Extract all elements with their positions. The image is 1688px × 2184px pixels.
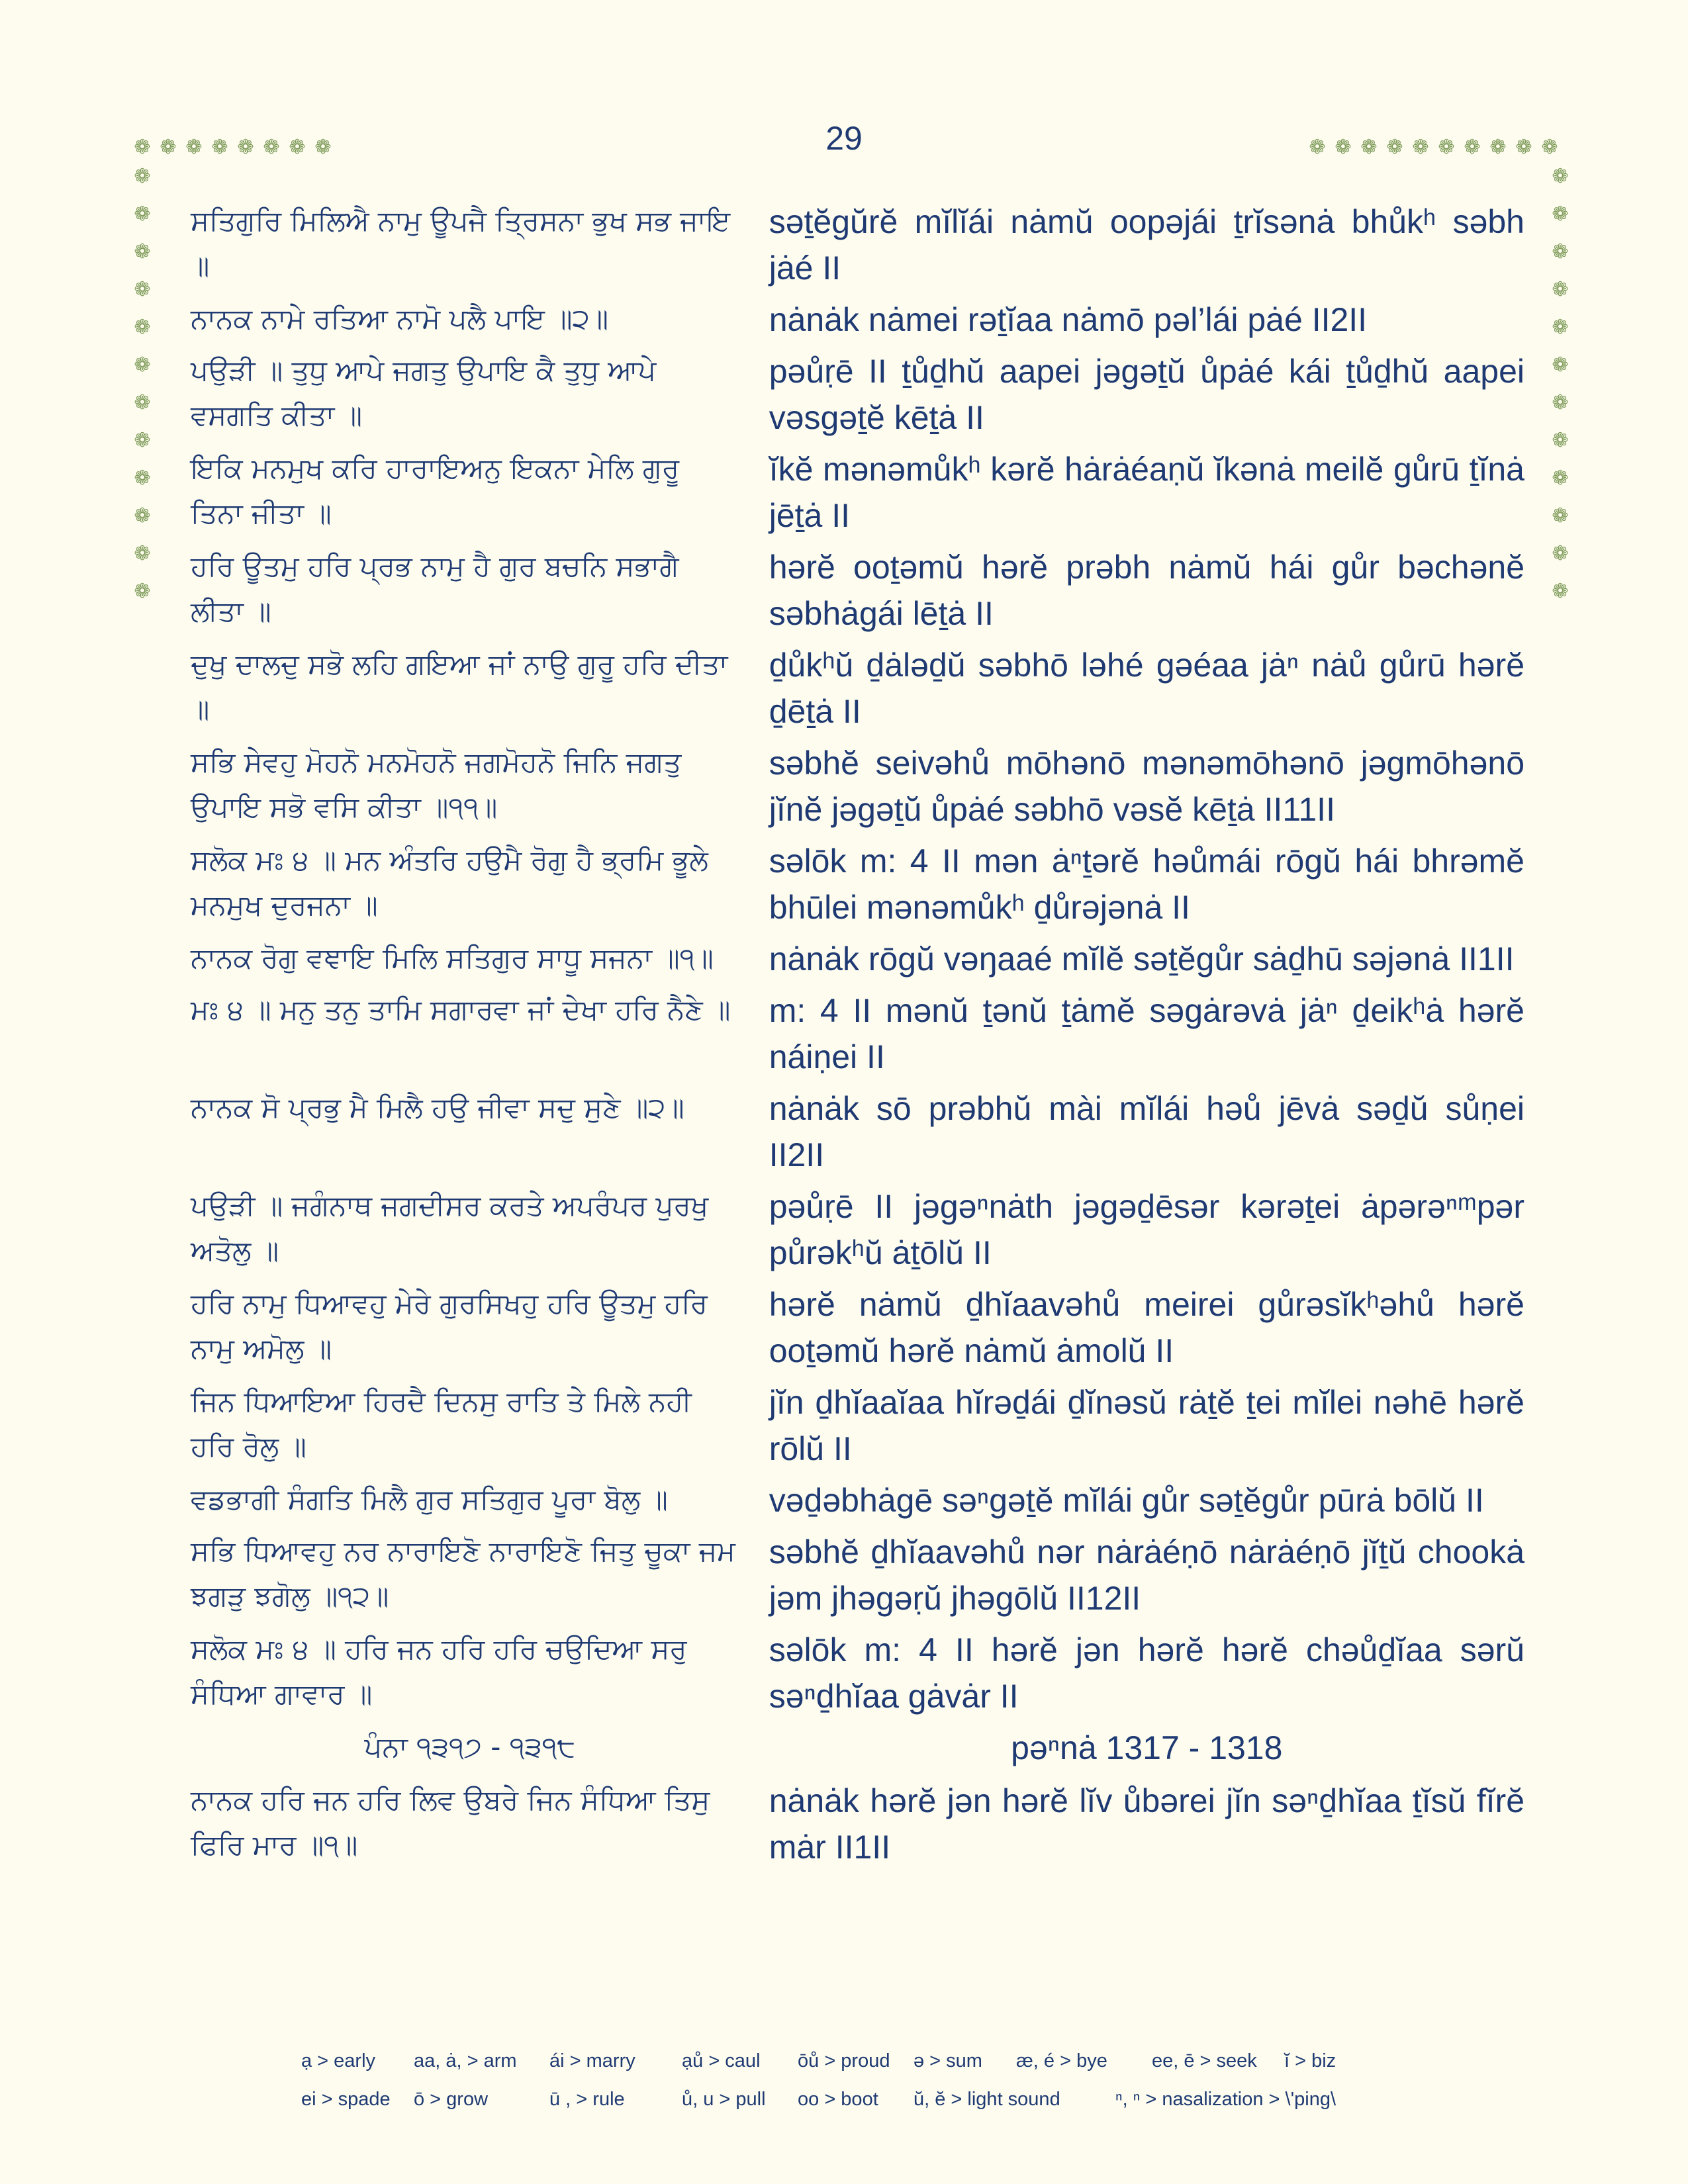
flower-ornament-icon: ❁ bbox=[1386, 136, 1403, 159]
gurmukhi-text: ਨਾਨਕ ਸੋ ਪ੍ਰਭੁ ਮੈ ਮਿਲੈ ਹਉ ਜੀਵਾ ਸਦੁ ਸੁਣੇ ॥੨॥ bbox=[191, 1091, 684, 1124]
flower-ornament-icon: ❁ bbox=[237, 136, 254, 159]
gurmukhi-text: ਦੁਖੁ ਦਾਲਦੁ ਸਭੋ ਲਹਿ ਗਇਆ ਜਾਂ ਨਾਉ ਗੁਰੂ ਹਰਿ ਦੀਤਾ ॥ bbox=[191, 648, 728, 725]
transliteration-text: səlōk m: 4 II mən ȧⁿṯərĕ həůmái rōgŭ hái bhrəmĕ bhūlei mənəmůkʰ ḏůrəjənȧ II bbox=[769, 842, 1524, 926]
transliteration-text: nȧnȧk nȧmei rəṯĭaa nȧmō pəl’lái pȧé II2II bbox=[769, 301, 1368, 338]
verse-row bbox=[191, 296, 1524, 343]
gurmukhi-text: ਸਭਿ ਧਿਆਵਹੁ ਨਰ ਨਾਰਾਇਣੋ ਨਾਰਾਇਣੋ ਜਿਤੁ ਚੂਕਾ ਜਮ ਝਗੜੁ ਝਗੋਲੁ ॥੧੨॥ bbox=[191, 1535, 735, 1612]
gurmukhi-text: ਪਉੜੀ ॥ ਜਗੰਨਾਥ ਜਗਦੀਸਰ ਕਰਤੇ ਅਪਰੰਪਰ ਪੁਰਖੁ ਅਤੋਲੁ ॥ bbox=[191, 1189, 709, 1267]
legend-item: ə > sum bbox=[914, 2050, 982, 2071]
legend-row-1 bbox=[301, 2042, 1493, 2080]
flower-ornament-icon: ❁ bbox=[134, 136, 151, 159]
flower-ornament-icon: ❁ bbox=[1552, 165, 1569, 188]
ornament-border-top-right bbox=[1307, 138, 1560, 158]
transliteration-text: nȧnȧk rōgŭ vəŋaaé mĭlĕ səṯĕgůr sȧḏhū səjənȧ II1II bbox=[769, 940, 1515, 978]
gurmukhi-text: ਹਰਿ ਊਤਮੁ ਹਰਿ ਪ੍ਰਭ ਨਾਮੁ ਹੈ ਗੁਰ ਬਚਨਿ ਸਭਾਗੈ ਲੀਤਾ ॥ bbox=[191, 550, 679, 627]
verse-row bbox=[191, 1778, 1524, 1870]
transliteration-text: səṯĕgŭrĕ mĭlĭái nȧmŭ oopəjái ṯrĭsənȧ bhůkʰ səbh jȧé II bbox=[769, 203, 1524, 287]
flower-ornament-icon: ❁ bbox=[1515, 136, 1532, 159]
verse-row bbox=[191, 348, 1524, 441]
flower-ornament-icon: ❁ bbox=[1464, 136, 1481, 159]
page-reference-gurmukhi: ਪੰਨਾ ੧੩੧੭ - ੧੩੧੮ bbox=[364, 1731, 576, 1763]
verse-row bbox=[191, 838, 1524, 931]
legend-item: aa, ȧ, > arm bbox=[414, 2050, 517, 2071]
legend-item: ạů > caul bbox=[682, 2050, 761, 2071]
legend-item: ĭ > biz bbox=[1284, 2050, 1336, 2071]
gurmukhi-text: ਸਭਿ ਸੇਵਹੁ ਮੋਹਨੋ ਮਨਮੋਹਨੋ ਜਗਮੋਹਨੋ ਜਿਨਿ ਜਗਤੁ ਉਪਾਇ ਸਭੋ ਵਸਿ ਕੀਤਾ ॥੧੧॥ bbox=[191, 746, 682, 823]
flower-ornament-icon: ❁ bbox=[1552, 580, 1569, 603]
gurmukhi-text: ਜਿਨ ਧਿਆਇਆ ਹਿਰਦੈ ਦਿਨਸੁ ਰਾਤਿ ਤੇ ਮਿਲੇ ਨਹੀ ਹਰਿ ਰੋਲੁ ॥ bbox=[191, 1385, 692, 1463]
flower-ornament-icon: ❁ bbox=[1552, 391, 1569, 414]
flower-ornament-icon: ❁ bbox=[1360, 136, 1378, 159]
page-number: 29 bbox=[825, 120, 863, 157]
legend-item: ái > marry bbox=[549, 2050, 635, 2071]
transliteration-text: pəůṛē II jəgəⁿnȧth jəgəḏēsər kərəṯei ȧpərəⁿᵐpər půrəkʰŭ ȧṯōlŭ II bbox=[769, 1188, 1524, 1271]
page-reference bbox=[191, 1725, 1524, 1771]
transliteration-text: hərĕ nȧmŭ ḏhĭaavəhů meirei gůrəsĭkʰəhů hərĕ ooṯəmŭ hərĕ nȧmŭ ȧmolŭ II bbox=[769, 1286, 1524, 1369]
verse-row bbox=[191, 544, 1524, 637]
legend-item: ee, ē > seek bbox=[1152, 2050, 1257, 2071]
verse-row bbox=[191, 936, 1524, 982]
flower-ornament-icon: ❁ bbox=[134, 580, 151, 603]
flower-ornament-icon: ❁ bbox=[1552, 429, 1569, 452]
flower-ornament-icon: ❁ bbox=[263, 136, 280, 159]
legend-item: ů, u > pull bbox=[682, 2088, 766, 2110]
gurmukhi-text: ਨਾਨਕ ਹਰਿ ਜਨ ਹਰਿ ਲਿਵ ਉਬਰੇ ਜਿਨ ਸੰਧਿਆ ਤਿਸੁ ਫਿਰਿ ਮਾਰ ॥੧॥ bbox=[191, 1784, 710, 1861]
legend-item: ū , > rule bbox=[549, 2088, 625, 2110]
legend-item: ōů > proud bbox=[798, 2050, 890, 2071]
flower-ornament-icon: ❁ bbox=[1541, 136, 1558, 159]
flower-ornament-icon: ❁ bbox=[134, 504, 151, 527]
flower-ornament-icon: ❁ bbox=[1335, 136, 1352, 159]
gurmukhi-text: ਵਡਭਾਗੀ ਸੰਗਤਿ ਮਿਲੈ ਗੁਰ ਸਤਿਗੁਰ ਪੂਰਾ ਬੋਲੁ ॥ bbox=[191, 1483, 668, 1516]
flower-ornament-icon: ❁ bbox=[1552, 353, 1569, 377]
verse-row bbox=[191, 642, 1524, 735]
flower-ornament-icon: ❁ bbox=[185, 136, 203, 159]
gurmukhi-text: ਮਃ ੪ ॥ ਮਨੁ ਤਨੁ ਤਾਮਿ ਸਗਾਰਵਾ ਜਾਂ ਦੇਖਾ ਹਰਿ ਨੈਣੇ ॥ bbox=[191, 993, 731, 1026]
verse-row bbox=[191, 1281, 1524, 1374]
legend-item: ŭ, ĕ > light sound bbox=[914, 2088, 1060, 2110]
flower-ornament-icon: ❁ bbox=[134, 467, 151, 490]
transliteration-text: səbhĕ ḏhĭaavəhů nər nȧrȧéṇō nȧrȧéṇō jĭṯŭ chookȧ jəm jhəgəṛŭ jhəgōlŭ II12II bbox=[769, 1533, 1524, 1617]
gurmukhi-text: ਪਉੜੀ ॥ ਤੁਧੁ ਆਪੇ ਜਗਤੁ ਉਪਾਇ ਕੈ ਤੁਧੁ ਆਪੇ ਵਸਗਤਿ ਕੀਤਾ ॥ bbox=[191, 354, 657, 432]
flower-ornament-icon: ❁ bbox=[134, 391, 151, 414]
flower-ornament-icon: ❁ bbox=[134, 203, 151, 226]
legend-item: ei > spade bbox=[301, 2088, 391, 2110]
flower-ornament-icon: ❁ bbox=[1552, 467, 1569, 490]
gurmukhi-text: ਸਲੋਕ ਮਃ ੪ ॥ ਹਰਿ ਜਨ ਹਰਿ ਹਰਿ ਚਉਦਿਆ ਸਰੁ ਸੰਧਿਆ ਗਾਵਾਰ ॥ bbox=[191, 1633, 687, 1710]
ornament-border-top-left bbox=[132, 138, 333, 158]
flower-ornament-icon: ❁ bbox=[1552, 278, 1569, 301]
verse-row bbox=[191, 1379, 1524, 1472]
transliteration-text: nȧnȧk hərĕ jən hərĕ lĭv ůbərei jĭn səⁿḏhĭaa ṯĭsŭ fĭrĕ mȧr II1II bbox=[769, 1782, 1524, 1866]
legend-item: oo > boot bbox=[798, 2088, 878, 2110]
flower-ornament-icon: ❁ bbox=[134, 165, 151, 188]
flower-ornament-icon: ❁ bbox=[160, 136, 177, 159]
flower-ornament-icon: ❁ bbox=[1438, 136, 1455, 159]
flower-ornament-icon: ❁ bbox=[1552, 542, 1569, 565]
transliteration-text: jĭn ḏhĭaaĭaa hĭrəḏái ḏĭnəsŭ rȧṯĕ ṯei mĭlei nəhē hərĕ rōlŭ II bbox=[769, 1384, 1524, 1467]
verse-row bbox=[191, 740, 1524, 833]
transliteration-text: səbhĕ seivəhů mōhənō mənəmōhənō jəgmōhənō jĭnĕ jəgəṯŭ ůpȧé səbhō vəsĕ kēṯȧ II11II bbox=[769, 745, 1524, 828]
transliteration-text: pəůṛē II ṯůḏhŭ aapei jəgəṯŭ ůpȧé kái ṯůḏhŭ aapei vəsgəṯĕ kēṯȧ II bbox=[769, 353, 1524, 436]
ornament-border-right bbox=[1550, 167, 1570, 602]
transliteration-text: m: 4 II mənŭ ṯənŭ ṯȧmĕ səgȧrəvȧ jȧⁿ ḏeikʰȧ hərĕ náiṇei II bbox=[769, 992, 1524, 1075]
verse-row bbox=[191, 446, 1524, 539]
legend-item: ō > grow bbox=[414, 2088, 489, 2110]
transliteration-text: səlōk m: 4 II hərĕ jən hərĕ hərĕ chəůḏĭaa sərŭ səⁿḏhĭaa gȧvȧr II bbox=[769, 1631, 1524, 1715]
ornament-border-left bbox=[132, 167, 152, 602]
gurmukhi-text: ਸਤਿਗੁਰਿ ਮਿਲਿਐ ਨਾਮੁ ਊਪਜੈ ਤ੍ਰਿਸਨਾ ਭੁਖ ਸਭ ਜਾਇ ॥ bbox=[191, 205, 731, 282]
flower-ornament-icon: ❁ bbox=[289, 136, 306, 159]
flower-ornament-icon: ❁ bbox=[134, 542, 151, 565]
legend-row-2 bbox=[301, 2080, 1493, 2118]
gurmukhi-text: ਨਾਨਕ ਨਾਮੇ ਰਤਿਆ ਨਾਮੋ ਪਲੈ ਪਾਇ ॥੨॥ bbox=[191, 302, 609, 335]
verse-row bbox=[191, 1183, 1524, 1276]
transliteration-text: ĭkĕ mənəmůkʰ kərĕ hȧrȧéaṇŭ ĭkənȧ meilĕ gůrū ṯĭnȧ jēṯȧ II bbox=[769, 451, 1524, 534]
pronunciation-legend bbox=[301, 2042, 1493, 2118]
flower-ornament-icon: ❁ bbox=[1552, 504, 1569, 527]
verse-row bbox=[191, 1627, 1524, 1719]
flower-ornament-icon: ❁ bbox=[134, 278, 151, 301]
gurmukhi-text: ਨਾਨਕ ਰੋਗੁ ਵਞਾਇ ਮਿਲਿ ਸਤਿਗੁਰ ਸਾਧੂ ਸਜਨਾ ॥੧॥ bbox=[191, 942, 714, 974]
flower-ornament-icon: ❁ bbox=[1309, 136, 1326, 159]
gurmukhi-text: ਇਕਿ ਮਨਮੁਖ ਕਰਿ ਹਾਰਾਇਅਨੁ ਇਕਨਾ ਮੇਲਿ ਗੁਰੂ ਤਿਨਾ ਜੀਤਾ ॥ bbox=[191, 452, 680, 529]
flower-ornament-icon: ❁ bbox=[1552, 240, 1569, 263]
gurmukhi-text: ਸਲੋਕ ਮਃ ੪ ॥ ਮਨ ਅੰਤਰਿ ਹਉਮੈ ਰੋਗੁ ਹੈ ਭ੍ਰਮਿ ਭੂਲੇ ਮਨਮੁਖ ਦੁਰਜਨਾ ॥ bbox=[191, 844, 708, 921]
transliteration-text: ḏůkʰŭ ḏȧləḏŭ səbhō ləhé gəéaa jȧⁿ nȧů gůrū hərĕ ḏēṯȧ II bbox=[769, 647, 1524, 730]
flower-ornament-icon: ❁ bbox=[1489, 136, 1507, 159]
flower-ornament-icon: ❁ bbox=[1552, 316, 1569, 339]
legend-item: æ, é > bye bbox=[1016, 2050, 1107, 2071]
verse-row bbox=[191, 987, 1524, 1080]
verse-list bbox=[191, 199, 1524, 1876]
verse-row bbox=[191, 1529, 1524, 1621]
legend-item: ⁿ, ⁿ > nasalization > \'ping\ bbox=[1115, 2088, 1336, 2110]
gurmukhi-text: ਹਰਿ ਨਾਮੁ ਧਿਆਵਹੁ ਮੇਰੇ ਗੁਰਸਿਖਹੁ ਹਰਿ ਊਤਮੁ ਹਰਿ ਨਾਮੁ ਅਮੋਲੁ ॥ bbox=[191, 1287, 708, 1365]
transliteration-text: hərĕ ooṯəmŭ hərĕ prəbh nȧmŭ hái gůr bəchənĕ səbhȧgái lēṯȧ II bbox=[769, 549, 1524, 632]
flower-ornament-icon: ❁ bbox=[314, 136, 332, 159]
flower-ornament-icon: ❁ bbox=[134, 353, 151, 377]
verse-row bbox=[191, 1085, 1524, 1178]
transliteration-text: vəḏəbhȧgē səⁿgəṯĕ mĭlái gůr səṯĕgůr pūrȧ bōlŭ II bbox=[769, 1482, 1484, 1519]
legend-item: ạ > early bbox=[301, 2050, 376, 2071]
transliteration-text: nȧnȧk sō prəbhŭ mài mĭlái həů jēvȧ səḏŭ sůṇei II2II bbox=[769, 1090, 1524, 1173]
flower-ornament-icon: ❁ bbox=[134, 240, 151, 263]
verse-row bbox=[191, 199, 1524, 291]
page-reference-translit: pəⁿnȧ 1317 - 1318 bbox=[1011, 1729, 1283, 1766]
flower-ornament-icon: ❁ bbox=[134, 316, 151, 339]
flower-ornament-icon: ❁ bbox=[1412, 136, 1429, 159]
flower-ornament-icon: ❁ bbox=[134, 429, 151, 452]
verse-row bbox=[191, 1477, 1524, 1524]
flower-ornament-icon: ❁ bbox=[1552, 203, 1569, 226]
flower-ornament-icon: ❁ bbox=[211, 136, 228, 159]
